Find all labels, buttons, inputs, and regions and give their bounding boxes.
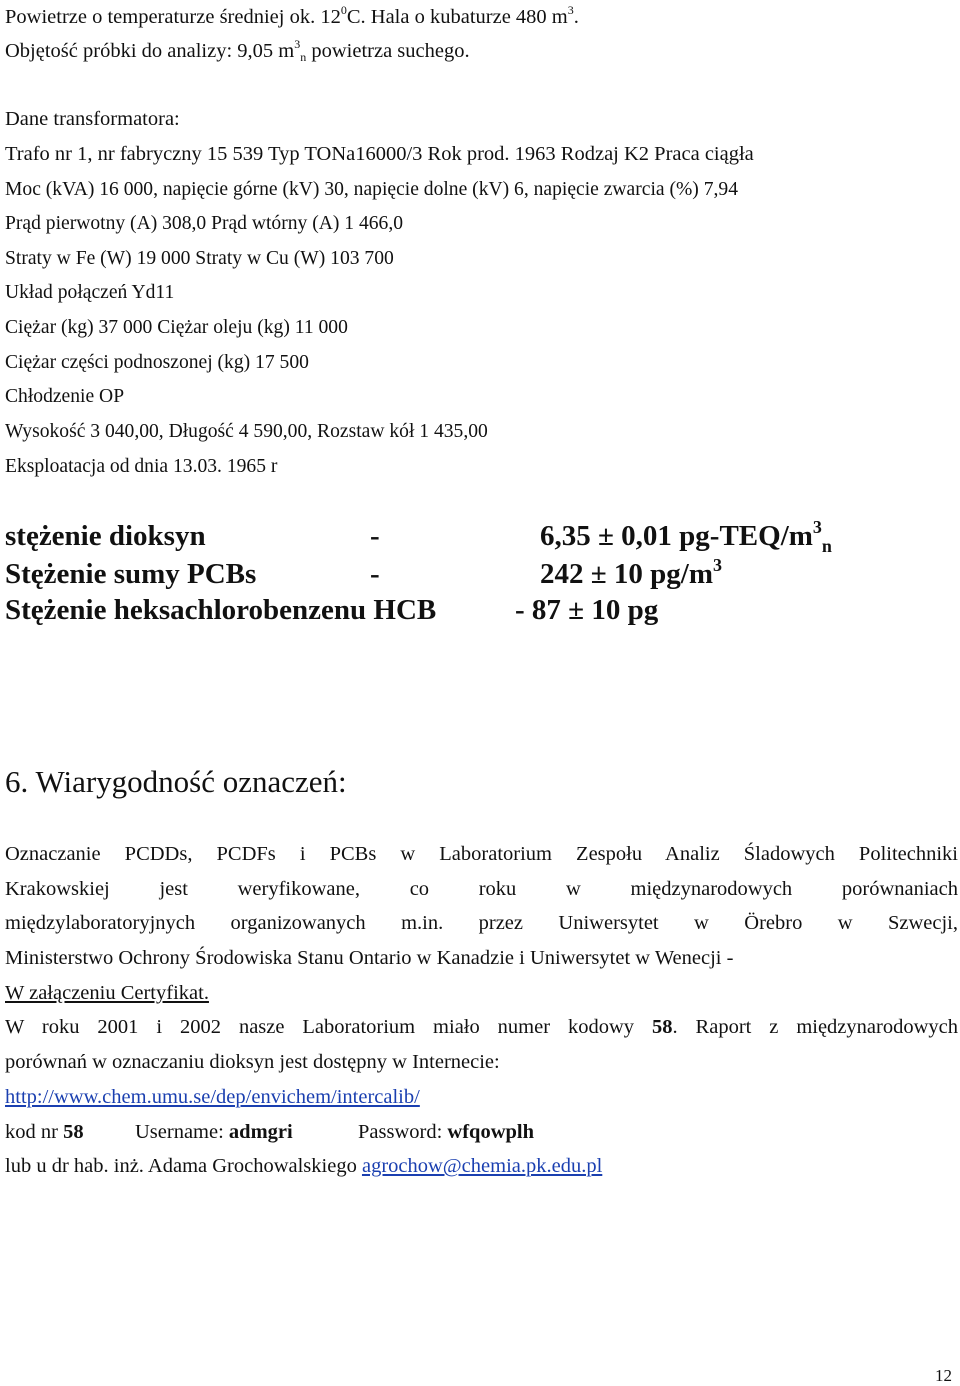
paragraph-line: międzylaboratoryjnych organizowanych m.in. przez Uniwersytet w Örebro w Szwecji, [5,912,958,934]
hcb-label: Stężenie heksachlorobenzenu HCB [5,594,437,626]
certificate-link[interactable]: W załączeniu Certyfikat. [5,982,209,1004]
section-heading: 6. Wiarygodność oznaczeń: [5,764,347,799]
code-line: W roku 2001 i 2002 nasze Laboratorium miało numer kodowy 58. Raport z międzynarodowych [5,1016,958,1038]
transformer-line: Straty w Fe (W) 19 000 Straty w Cu (W) 103 700 [5,247,394,269]
hcb-value: - 87 ± 10 pg [515,594,659,626]
email-link[interactable]: agrochow@chemia.pk.edu.pl [361,1155,603,1177]
transformer-line: Chłodzenie OP [5,385,125,407]
transformer-line: Ciężar (kg) 37 000 Ciężar oleju (kg) 11 000 [5,316,348,338]
transformer-line: Moc (kVA) 16 000, napięcie górne (kV) 30, napięcie dolne (kV) 6, napięcie zwarcia (%) 7,94 [5,178,738,200]
internet-line: porównań w oznaczaniu dioksyn jest dostępny w Internecie: [5,1051,500,1073]
dioxin-dash: - [370,520,380,552]
paragraph-line: Oznaczanie PCDDs, PCDFs i PCBs w Laboratorium Zespołu Analiz Śladowych Politechniki [5,843,958,865]
transformer-line: Ciężar części podnoszonej (kg) 17 500 [5,351,309,373]
transformer-line: Wysokość 3 040,00, Długość 4 590,00, Rozstaw kół 1 435,00 [5,420,488,442]
air-temperature-line: Powietrze o temperaturze średniej ok. $12^0C$. Hala o kubaturze 480 $m^3$. [5,3,579,28]
password-field: Password: wfqowplh [358,1121,535,1143]
pcb-label: Stężenie sumy PCBs [5,558,257,590]
intercalib-url-link[interactable]: http://www.chem.umu.se/dep/envichem/intercalib/ [5,1086,420,1108]
contact-line: lub u dr hab. inż. Adama Grochowalskiego agrochow@chemia.pk.edu.pl [5,1155,603,1177]
dioxin-value: 6,35 ± 0,01 $pg-TEQ/m^3_n$ [540,517,832,556]
paragraph-line: Ministerstwo Ochrony Środowiska Stanu Ontario w Kanadzie i Uniwersytet w Wenecji - [5,947,734,969]
sample-volume-line: Objętość próbki do analizy: 9,05 $m^3_n$ powietrza suchego. [5,37,470,64]
lab-code: 58 [651,1016,673,1038]
url-line [5,1085,420,1109]
transformer-line: Trafo nr 1, nr fabryczny 15 539 Typ TONa16000/3 Rok prod. 1963 Rodzaj K2 Praca ciągła [5,143,754,165]
dioxin-label: stężenie dioksyn [5,520,206,552]
attachment-note [5,981,209,1005]
transformer-line: Prąd pierwotny (A) 308,0 Prąd wtórny (A) 1 466,0 [5,212,404,234]
transformer-line: Eksploatacja od dnia 13.03. 1965 r [5,455,278,477]
transformer-line: Układ połączeń Yd11 [5,281,175,303]
pcb-value: 242 ± 10 $pg/m^3$ [540,555,723,590]
transformer-title: Dane transformatora: [5,108,180,130]
page-number: 12 [935,1366,952,1385]
paragraph-line: Krakowskiej jest weryfikowane, co roku w międzynarodowych porównaniach [5,878,958,900]
username-field: Username: admgri [135,1121,293,1143]
kod-value: 58 [63,1121,84,1143]
pcb-dash: - [370,558,380,590]
credentials-line: kod nr 58 Username: admgri Password: wfqowplh [5,1121,535,1143]
